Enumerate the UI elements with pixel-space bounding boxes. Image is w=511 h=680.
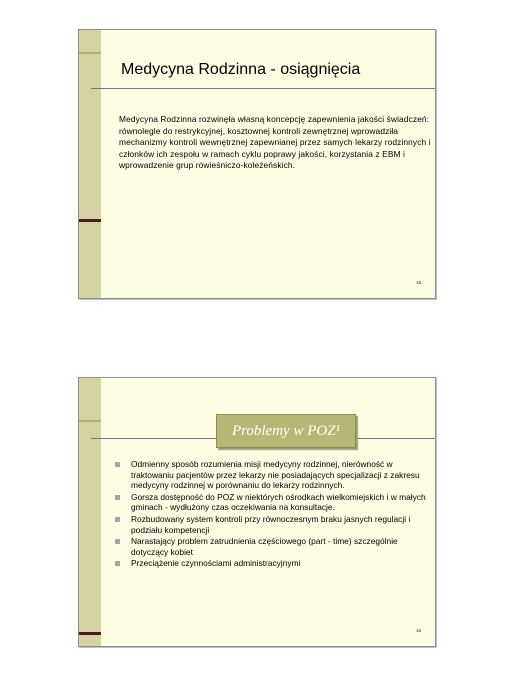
- list-item: [115, 514, 429, 535]
- left-accent-band: [79, 30, 101, 298]
- slide-title: Medycyna Rodzinna - osiągnięcia: [121, 61, 361, 78]
- slide-problemy-w-poz: [78, 377, 436, 647]
- title-divider: [91, 88, 435, 89]
- square-bullet-icon: [115, 517, 120, 522]
- band-accent-line: [79, 52, 101, 54]
- square-bullet-icon: [115, 495, 120, 500]
- list-item-text: Rozbudowany system kontroli przy równoczesnym braku jasnych regulacji i podziału kompetencji: [131, 513, 411, 535]
- list-item-text: Odmienny sposób rozumienia misji medycyny rodzinnej, nierówność w traktowaniu pacjentów przez lekarzy nie posiadających specjalizacji z zakresu medycyny rodzinnej w porównaniu do lekarzy rodzinnych.: [131, 459, 420, 491]
- list-item-text: Gorsza dostępność do POZ w niektórych ośrodkach wielkomiejskich i w małych gminach - wydłużony czas oczekiwania na konsultacje.: [131, 491, 426, 513]
- square-bullet-icon: [115, 561, 120, 566]
- bullet-list: [115, 459, 429, 570]
- maroon-accent-bar: [79, 632, 101, 635]
- list-item-text: Narastający problem zatrudnienia częściowego (part - time) szczególnie dotyczący kobiet: [131, 536, 398, 557]
- left-accent-band: [79, 378, 101, 646]
- band-accent-line: [79, 420, 101, 422]
- square-bullet-icon: [115, 462, 120, 467]
- page-number: 15: [415, 280, 421, 285]
- slide-body-text: Medycyna Rodzinna rozwinęła własną koncepcję zapewnienia jakości świadczeń: równolegle do restrykcyjnej, kosztownej kontroli zewnętrznej wprowadziła mechanizmy kontroli wewnętrznej zapewnianej przez samych lekarzy rodzinnych i członków ich zespołu w ramach cyklu poprawy jakości, korzystania z EBM i wprowadzenie grup rówieśniczo-koleżeńskich.: [119, 114, 431, 171]
- square-bullet-icon: [115, 539, 120, 544]
- list-item: [115, 492, 429, 513]
- list-item: [115, 459, 429, 491]
- maroon-accent-bar: [79, 219, 101, 222]
- slide-medycyna-rodzinna: [78, 29, 436, 299]
- page-number: 16: [415, 628, 421, 633]
- list-item: [115, 558, 429, 569]
- slide-title: Problemy w POZ¹: [216, 414, 356, 448]
- list-item: [115, 536, 429, 557]
- list-item-text: Przeciążenie czynnościami administracyjnymi: [131, 558, 301, 569]
